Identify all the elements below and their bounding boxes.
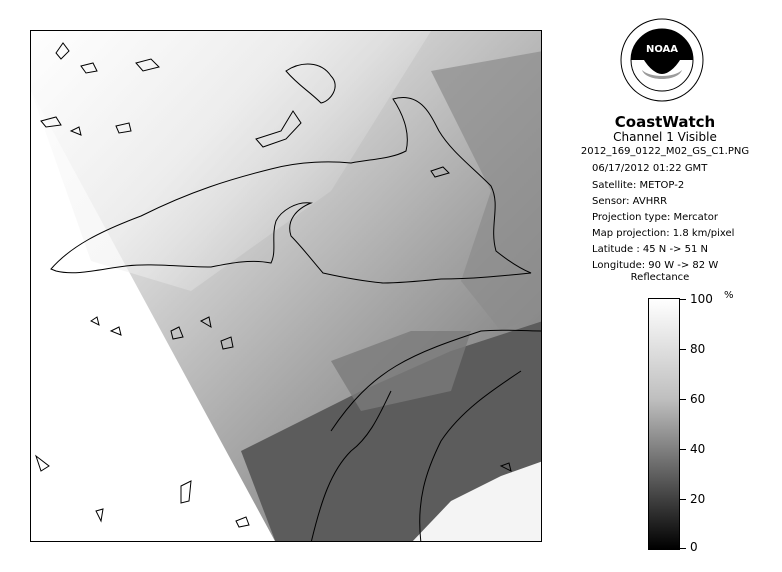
meta-map-projection: Map projection: 1.8 km/pixel bbox=[592, 228, 735, 239]
meta-latitude: Latitude : 45 N -> 51 N bbox=[592, 244, 708, 255]
scale-tick-100 bbox=[680, 299, 686, 300]
scale-unit: % bbox=[724, 290, 734, 301]
reflectance-scale-bar bbox=[648, 298, 680, 550]
noaa-logo-text: NOAA bbox=[645, 44, 679, 55]
scale-title: Reflectance bbox=[630, 272, 690, 283]
noaa-logo bbox=[620, 18, 704, 102]
scale-tick-80 bbox=[680, 349, 686, 350]
meta-satellite: Satellite: METOP-2 bbox=[592, 180, 685, 191]
scale-label-40: 40 bbox=[690, 442, 706, 456]
brand-title: CoastWatch bbox=[614, 113, 716, 131]
scale-label-80: 80 bbox=[690, 342, 706, 356]
meta-datetime: 06/17/2012 01:22 GMT bbox=[592, 163, 708, 174]
scale-label-0: 0 bbox=[690, 540, 698, 554]
scale-label-20: 20 bbox=[690, 492, 706, 506]
scale-tick-40 bbox=[680, 449, 686, 450]
meta-longitude: Longitude: 90 W -> 82 W bbox=[592, 260, 719, 271]
scale-tick-60 bbox=[680, 399, 686, 400]
filename-label: 2012_169_0122_M02_GS_C1.PNG bbox=[580, 146, 750, 157]
scale-tick-20 bbox=[680, 499, 686, 500]
scale-tick-0 bbox=[680, 548, 686, 549]
meta-projection-type: Projection type: Mercator bbox=[592, 212, 718, 223]
meta-sensor: Sensor: AVHRR bbox=[592, 196, 668, 207]
scale-label-100: 100 bbox=[690, 292, 713, 306]
scale-label-60: 60 bbox=[690, 392, 706, 406]
satellite-map[interactable] bbox=[30, 30, 542, 542]
map-image bbox=[31, 31, 542, 542]
channel-label: Channel 1 Visible bbox=[613, 130, 717, 144]
